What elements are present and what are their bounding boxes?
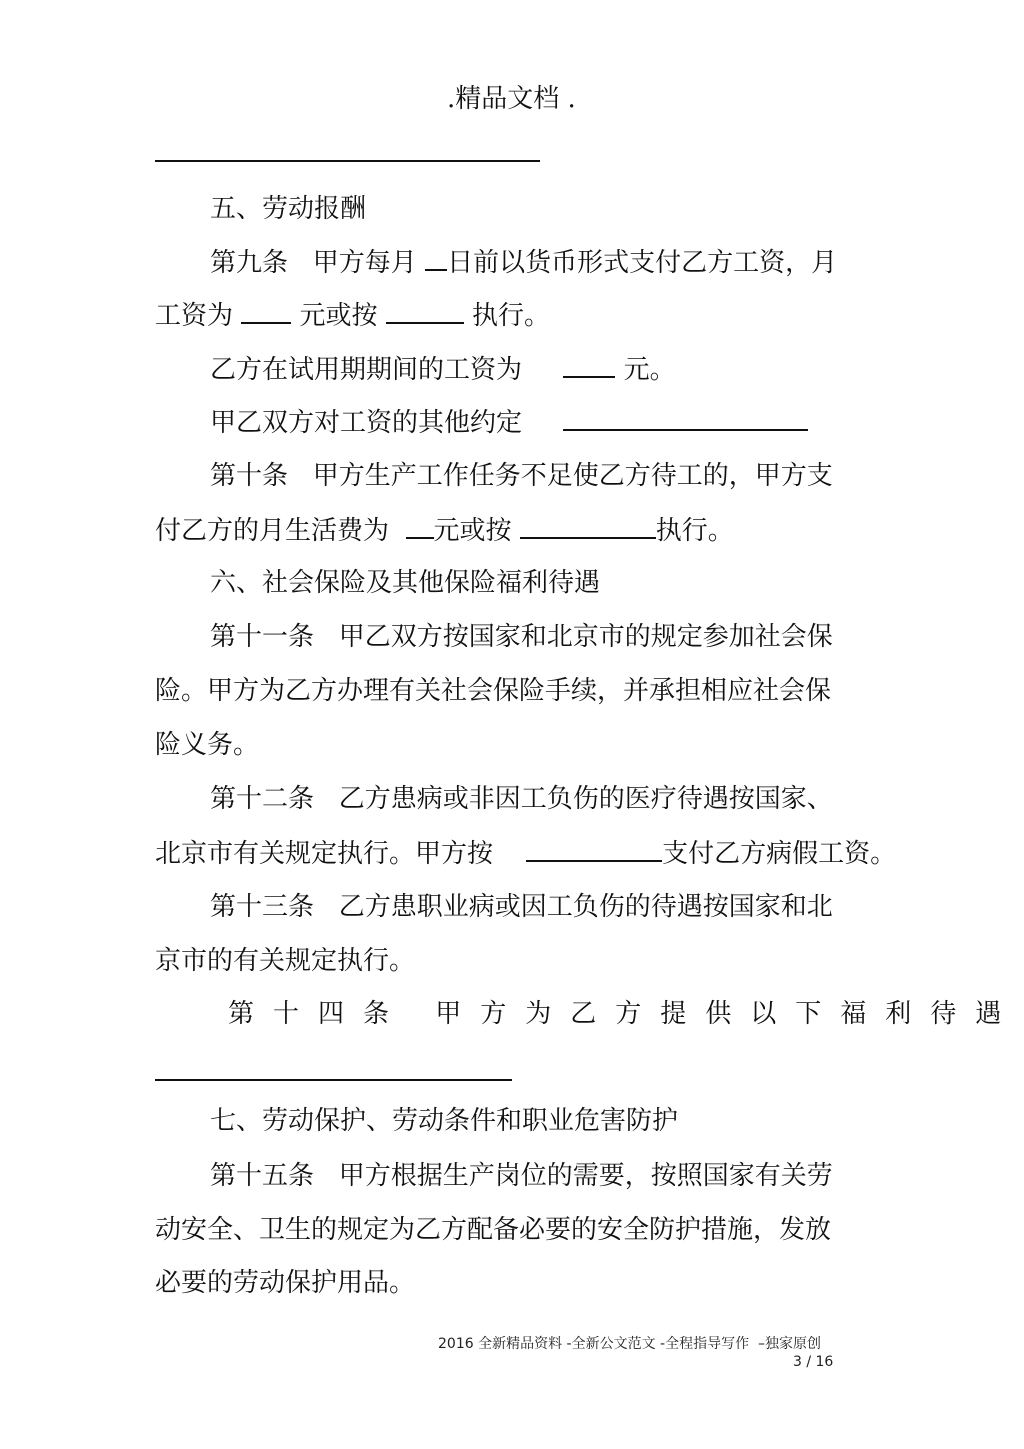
- blank-field: [241, 298, 291, 324]
- article-10-line-2: [155, 513, 734, 548]
- section-heading: 六、社会保险及其他保险福利待遇: [210, 568, 601, 598]
- text: 元或按: [433, 516, 520, 546]
- footer-slogan: 2016 全新精品资料 -全新公文范文 -全程指导写作 –独家原创: [438, 1336, 821, 1352]
- text: 乙方在试用期期间的工资为: [210, 355, 564, 385]
- article-12-line-1: 第十二条 乙方患病或非因工负伤的医疗待遇按国家、: [210, 784, 833, 814]
- page-header-title: .精品文档 .: [447, 84, 576, 114]
- blank-field: [563, 405, 808, 431]
- text: 执行。: [463, 301, 551, 331]
- text: 元。: [615, 355, 676, 385]
- page-number: 3 / 16: [793, 1354, 834, 1370]
- blank-field: [563, 352, 615, 378]
- article-12-line-2: [155, 836, 896, 871]
- text: 第九条 甲方每月: [210, 248, 426, 278]
- blank-field: [386, 298, 464, 324]
- text: 付乙方的月生活费为: [155, 516, 406, 546]
- text: 日前以货币形式支付乙方工资，月: [447, 248, 838, 278]
- article-15-line-2: 动安全、卫生的规定为乙方配备必要的安全防护措施，发放: [155, 1215, 832, 1245]
- blank-line: [155, 160, 540, 162]
- article-11-line-1: 第十一条 甲乙双方按国家和北京市的规定参加社会保: [210, 622, 833, 652]
- text: 工资为: [155, 301, 242, 331]
- blank-field: [526, 836, 662, 862]
- article-9-line-2: [155, 298, 550, 333]
- blank-field: [425, 245, 447, 271]
- blank-line: [155, 1079, 512, 1081]
- blank-field: [520, 513, 656, 539]
- article-11-line-3: 险义务。: [155, 730, 260, 760]
- text: 北京市有关规定执行。甲方按: [155, 839, 527, 869]
- text: 支付乙方病假工资。: [662, 839, 897, 869]
- article-13-line-2: 京市的有关规定执行。: [155, 946, 416, 976]
- article-15-line-3: 必要的劳动保护用品。: [155, 1268, 416, 1298]
- other-wage-line: [210, 405, 808, 440]
- article-15-line-1: 第十五条 甲方根据生产岗位的需要，按照国家有关劳: [210, 1161, 833, 1191]
- probation-wage-line: [210, 352, 676, 387]
- article-14-line: 第十四条 甲方为乙方提供以下福利待遇: [228, 999, 1021, 1029]
- text: 执行。: [655, 516, 734, 546]
- article-11-line-2: 险。甲方为乙方办理有关社会保险手续，并承担相应社会保: [155, 676, 832, 706]
- article-13-line-1: 第十三条 乙方患职业病或因工负伤的待遇按国家和北: [210, 892, 833, 922]
- section-heading: 五、劳动报酬: [210, 194, 367, 224]
- article-10-line-1: 第十条 甲方生产工作任务不足使乙方待工的，甲方支: [210, 461, 833, 491]
- text: 甲乙双方对工资的其他约定: [210, 408, 564, 438]
- text: 元或按: [291, 301, 386, 331]
- section-heading: 七、劳动保护、劳动条件和职业危害防护: [210, 1106, 679, 1136]
- article-9-line-1: [210, 245, 837, 280]
- blank-field: [406, 513, 434, 539]
